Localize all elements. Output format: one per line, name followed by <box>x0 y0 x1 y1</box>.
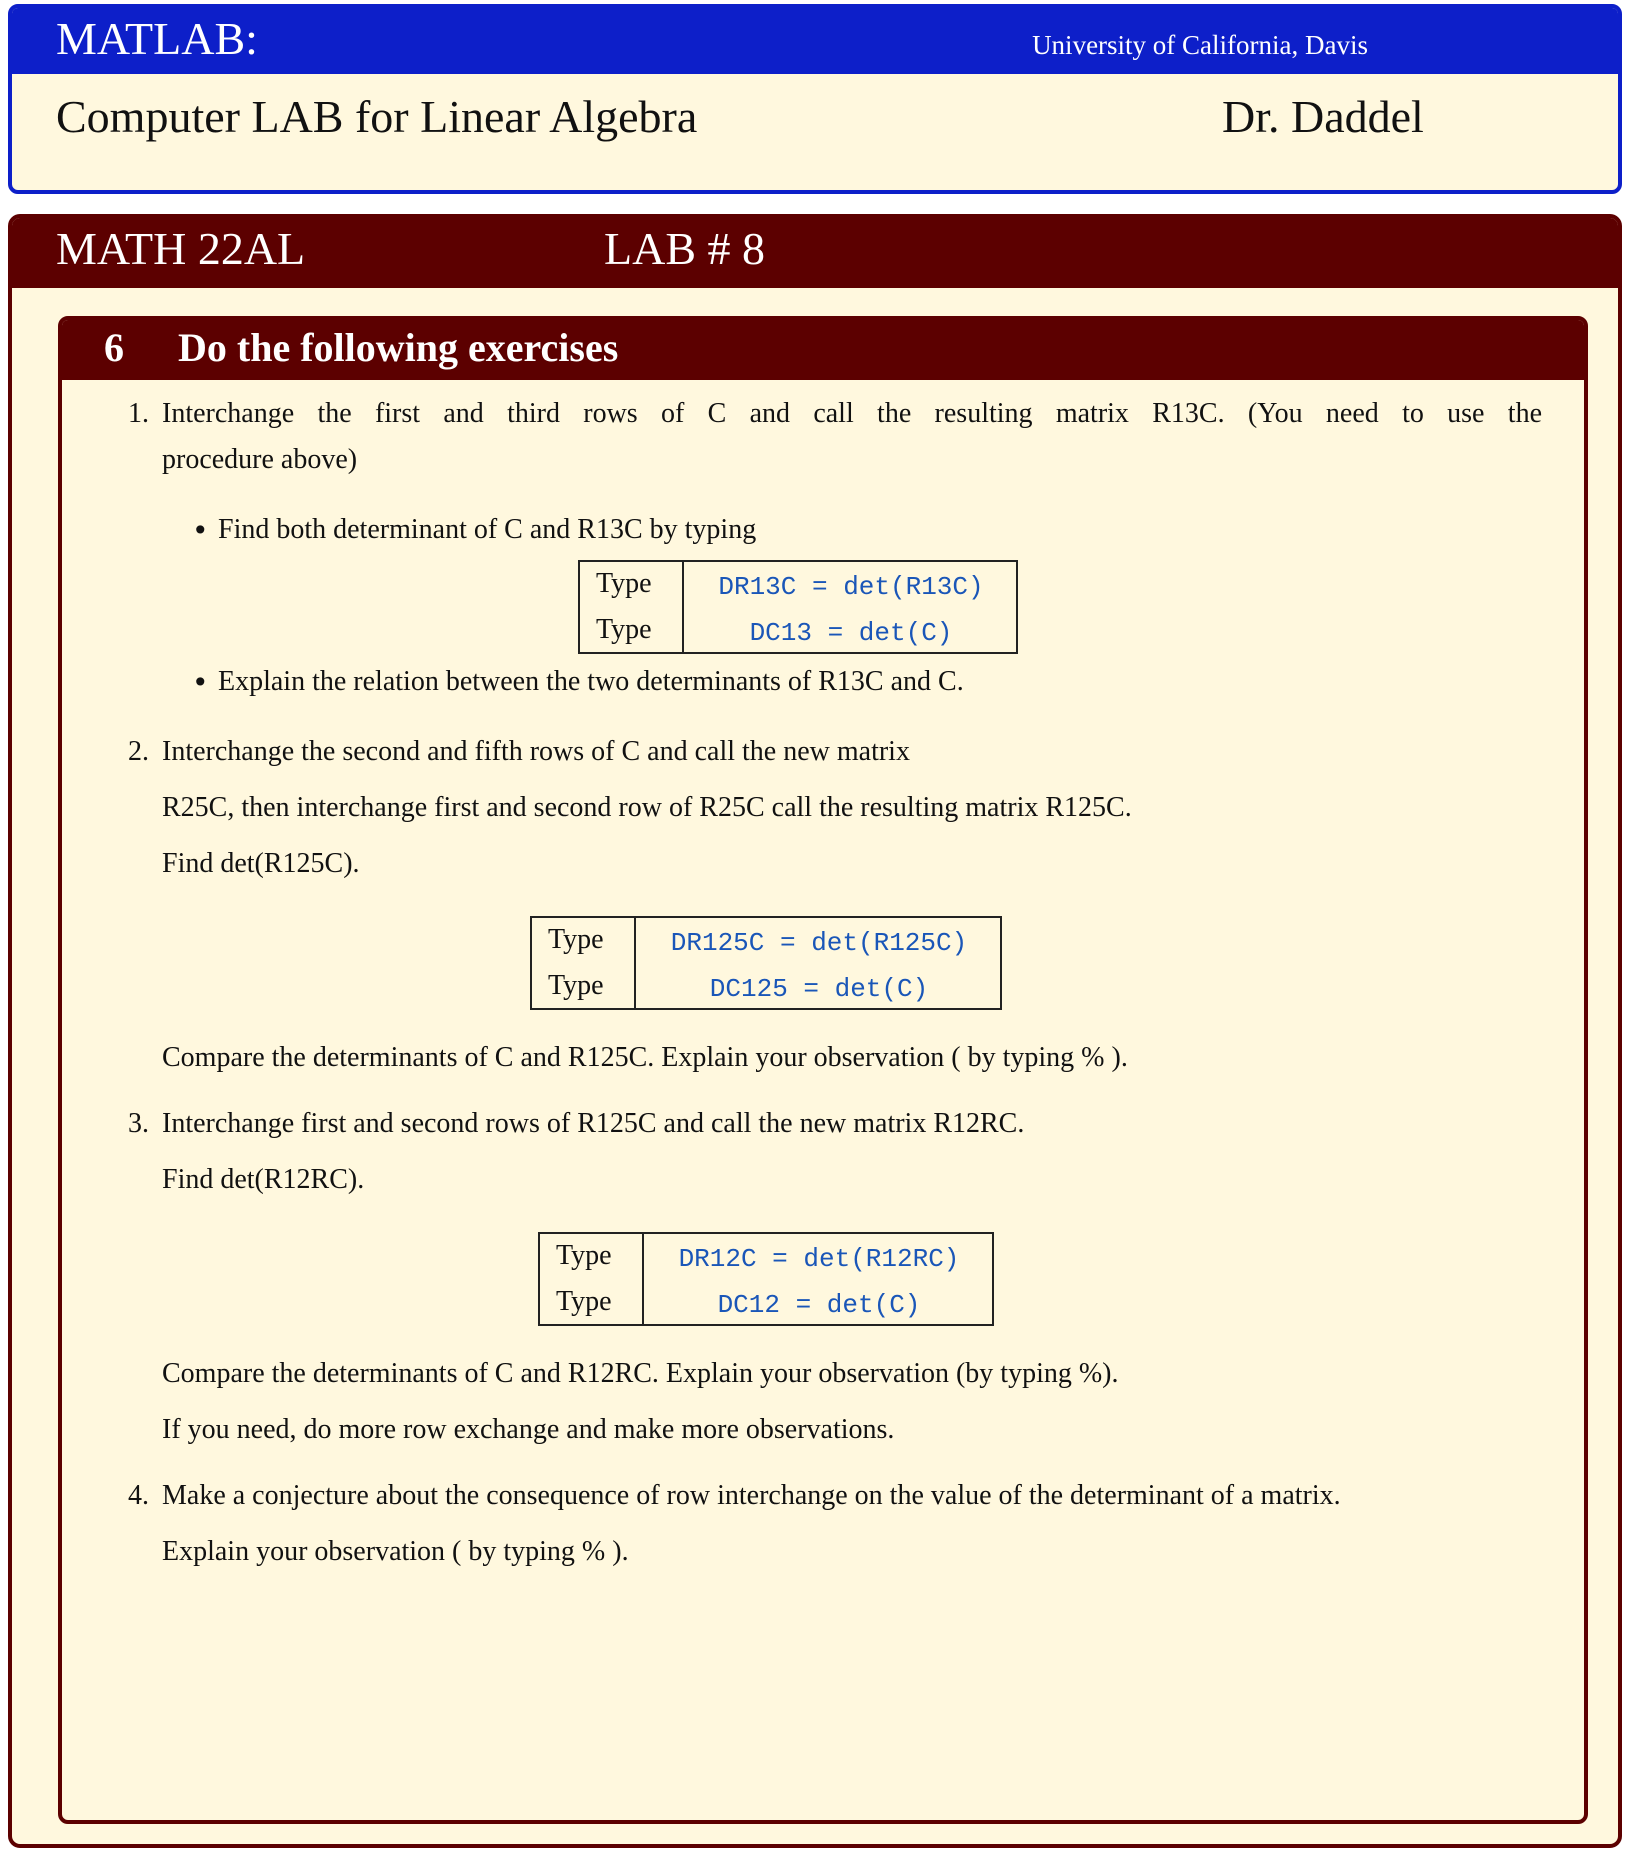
command-code: DC125 = det(C) <box>709 974 929 1004</box>
section-number: 6 <box>104 325 124 370</box>
exercise-2-line-1: Interchange the second and fifth rows of C and call the new matrix <box>162 736 910 767</box>
header-box <box>8 4 1622 194</box>
bullet-icon: • <box>192 666 209 699</box>
table-label: Type <box>548 924 604 955</box>
course-title: Computer LAB for Linear Algebra <box>56 91 698 142</box>
exercise-2-line-2: R25C, then interchange first and second row of R25C call the resulting matrix R125C. <box>162 792 1132 823</box>
lab-number: LAB # 8 <box>604 223 765 274</box>
exercise-3-number: 3. <box>128 1108 149 1139</box>
exercise-3-line-2: Find det(R12RC). <box>162 1164 365 1195</box>
exercise-1-bullet-1: Find both determinant of C and R13C by typing <box>218 514 757 545</box>
command-code: DR12C = det(R12RC) <box>678 1244 960 1274</box>
command-code: DR125C = det(R125C) <box>670 928 968 958</box>
table-label: Type <box>548 970 604 1001</box>
exercise-4-number: 4. <box>128 1480 149 1511</box>
table-label: Type <box>556 1240 612 1271</box>
lab-box <box>8 214 1622 1848</box>
exercise-4-line-2: Explain your observation ( by typing % ). <box>162 1536 629 1567</box>
command-code: DC13 = det(C) <box>749 618 953 648</box>
command-table-3 <box>538 1232 994 1326</box>
exercise-3-after-2: If you need, do more row exchange and make more observations. <box>162 1414 895 1445</box>
exercise-4-line-1: Make a conjecture about the consequence of row interchange on the value of the determinant of a matrix. <box>162 1480 1341 1511</box>
exercise-1-line-2: procedure above) <box>162 444 358 475</box>
command-table-2 <box>530 916 1002 1010</box>
table-label: Type <box>556 1286 612 1317</box>
lab-course: MATH 22AL <box>56 223 306 274</box>
table-label: Type <box>596 614 652 645</box>
exercise-1-bullet-2: Explain the relation between the two determinants of R13C and C. <box>218 666 964 697</box>
exercise-2-after: Compare the determinants of C and R125C. Explain your observation ( by typing % ). <box>162 1042 1128 1073</box>
section-title: Do the following exercises <box>178 325 619 370</box>
exercise-3-line-1: Interchange first and second rows of R125C and call the new matrix R12RC. <box>162 1108 1025 1139</box>
header-title: MATLAB: <box>56 13 258 64</box>
exercise-2-number: 2. <box>128 736 149 767</box>
exercise-2-line-3: Find det(R125C). <box>162 848 360 879</box>
command-code: DC12 = det(C) <box>717 1290 921 1320</box>
exercise-1-line-1: Interchange the first and third rows of C and call the resulting matrix R13C. (You need to use the <box>162 398 1542 429</box>
table-label: Type <box>596 568 652 599</box>
bullet-icon: • <box>192 514 209 547</box>
command-code: DR13C = det(R13C) <box>718 572 984 602</box>
exercise-1-number: 1. <box>128 398 149 429</box>
university-name: University of California, Davis <box>1032 30 1368 60</box>
command-table-1 <box>578 560 1018 654</box>
instructor-name: Dr. Daddel <box>1222 91 1424 142</box>
section-box <box>58 316 1588 1824</box>
exercise-3-after-1: Compare the determinants of C and R12RC. Explain your observation (by typing %). <box>162 1358 1119 1389</box>
